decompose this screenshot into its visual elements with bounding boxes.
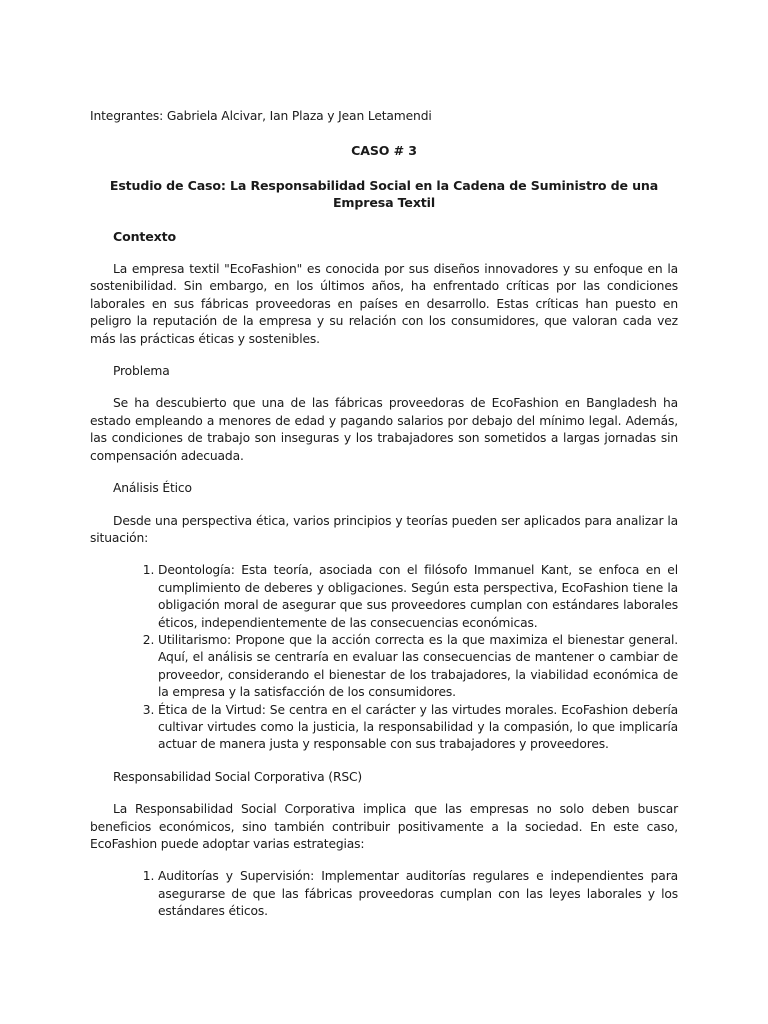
rsc-list — [90, 868, 678, 920]
members-line: Integrantes: Gabriela Alcivar, Ian Plaza y Jean Letamendi — [90, 109, 432, 123]
list-item: 1. Deontología: Esta teoría, asociada con el filósofo Immanuel Kant, se enfoca en el cumplimiento de deberes y obligaciones. Según esta perspectiva, EcoFashion tiene la obligación moral de asegurar que sus proveedores cumplan con estándares laborales éticos, independientemente de las consecuencias económicas. — [158, 562, 678, 632]
rsc-heading: Responsabilidad Social Corporativa (RSC) — [113, 769, 363, 784]
context-heading: Contexto — [113, 228, 177, 244]
problem-paragraph: Se ha descubierto que una de las fábricas proveedoras de EcoFashion en Bangladesh ha estado empleando a menores de edad y pagando salarios por debajo del mínimo legal. Además, las condiciones de trabajo son inseguras y los trabajadores son sometidos a largas jornadas sin compensación adecuada. — [90, 396, 678, 463]
ethics-heading: Análisis Ético — [113, 481, 192, 496]
context-paragraph: La empresa textil "EcoFashion" es conocida por sus diseños innovadores y su enfoque en la sostenibilidad. Sin embargo, en los últimos años, ha enfrentado críticas por las condiciones laborales en sus fábricas proveedoras en países en desarrollo. Estas críticas han puesto en peligro la reputación de la empresa y su relación con los consumidores, que valoran cada vez más las prácticas éticas y sostenibles. — [90, 262, 678, 346]
problem-heading: Problema — [113, 364, 170, 379]
list-item: 2. Utilitarismo: Propone que la acción correcta es la que maximiza el bienestar general. Aquí, el análisis se centraría en evaluar las consecuencias de mantener o cambiar de proveedor, considerando el bienestar de los trabajadores, la viabilidad económica de la empresa y la satisfacción de los consumidores. — [158, 632, 678, 702]
ethics-intro: Desde una perspectiva ética, varios principios y teorías pueden ser aplicados para analizar la situación: — [90, 513, 678, 545]
list-item: 3. Ética de la Virtud: Se centra en el carácter y las virtudes morales. EcoFashion debería cultivar virtudes como la justicia, la responsabilidad y la compasión, lo que implicaría actuar de manera justa y responsable con sus trabajadores y proveedores. — [158, 702, 678, 754]
list-item: 1. Auditorías y Supervisión: Implementar auditorías regulares e independientes para asegurarse de que las fábricas proveedoras cumplan con las leyes laborales y los estándares éticos. — [158, 868, 678, 920]
document-page — [90, 108, 678, 936]
ethics-list — [90, 562, 678, 753]
rsc-intro: La Responsabilidad Social Corporativa implica que las empresas no solo deben buscar beneficios económicos, sino también contribuir positivamente a la sociedad. En este caso, EcoFashion puede adoptar varias estrategias: — [90, 802, 678, 851]
case-title: CASO # 3 — [351, 143, 417, 159]
study-title: Estudio de Caso: La Responsabilidad Social en la Cadena de Suministro de una Empresa Textil — [109, 177, 659, 211]
